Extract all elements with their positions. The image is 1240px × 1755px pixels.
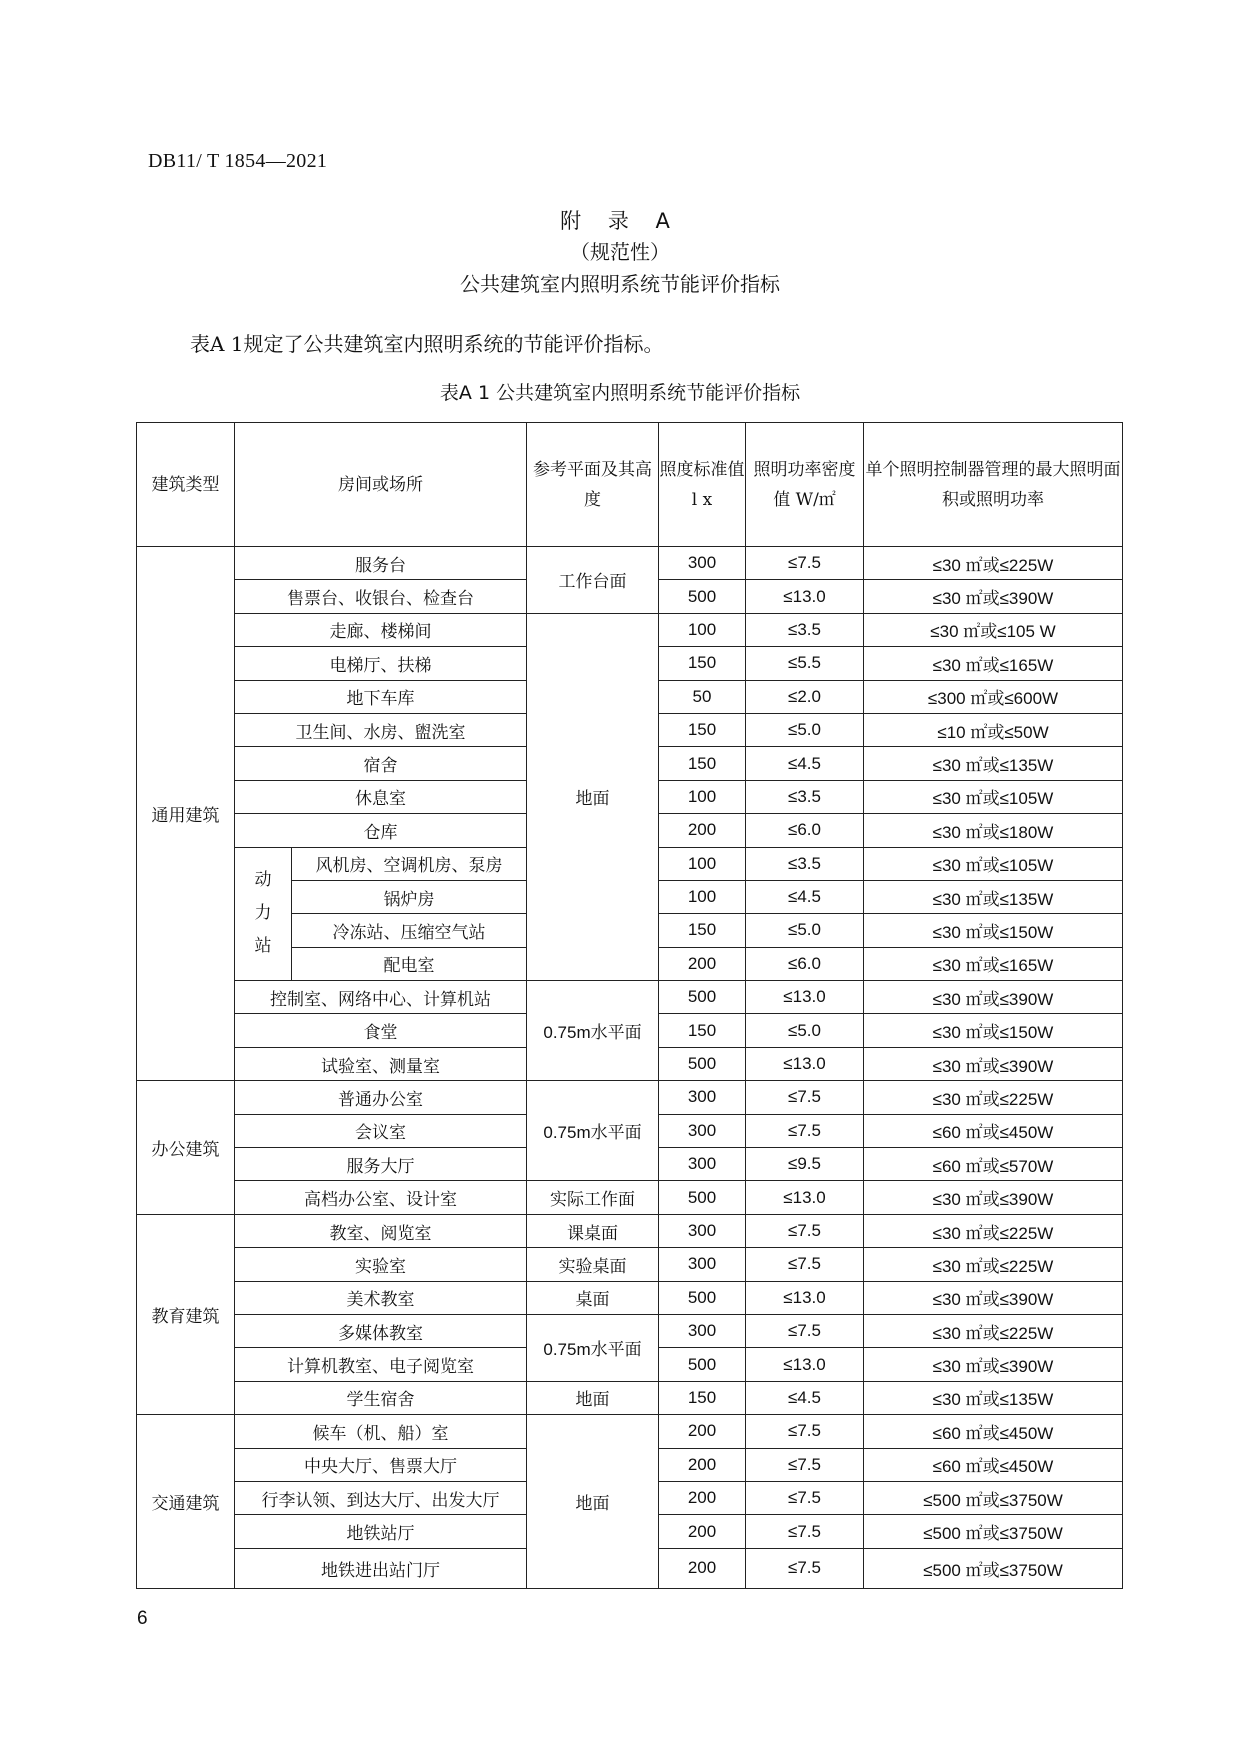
control-cell: ≤60 ㎡或≤450W <box>864 1114 1123 1147</box>
illuminance-cell: 100 <box>659 880 746 913</box>
room-cell: 仓库 <box>235 814 527 847</box>
control-cell: ≤30 ㎡或≤150W <box>864 1014 1123 1047</box>
plane-cell: 地面 <box>527 1381 659 1414</box>
intro-paragraph: 表A 1规定了公共建筑室内照明系统的节能评价指标。 <box>190 332 664 356</box>
power-density-cell: ≤5.0 <box>746 713 864 746</box>
power-density-cell: ≤7.5 <box>746 1248 864 1281</box>
standard-code: DB11/ T 1854—2021 <box>148 150 328 172</box>
power-density-cell: ≤9.5 <box>746 1148 864 1181</box>
power-density-cell: ≤3.5 <box>746 780 864 813</box>
room-cell: 电梯厅、扶梯 <box>235 647 527 680</box>
room-cell: 中央大厅、售票大厅 <box>235 1448 527 1481</box>
header-illuminance: 照度标准值 l x <box>659 423 746 547</box>
control-cell: ≤30 ㎡或≤180W <box>864 814 1123 847</box>
page-number: 6 <box>137 1608 148 1629</box>
room-cell: 候车（机、船）室 <box>235 1415 527 1448</box>
power-density-cell: ≤4.5 <box>746 1381 864 1414</box>
illuminance-cell: 100 <box>659 780 746 813</box>
plane-cell: 0.75m水平面 <box>527 1081 659 1181</box>
plane-cell: 0.75m水平面 <box>527 1314 659 1381</box>
power-density-cell: ≤7.5 <box>746 1214 864 1247</box>
power-density-cell: ≤7.5 <box>746 1548 864 1588</box>
appendix-subject: 公共建筑室内照明系统节能评价指标 <box>460 272 780 296</box>
illuminance-cell: 150 <box>659 713 746 746</box>
room-cell: 控制室、网络中心、计算机站 <box>235 981 527 1014</box>
power-density-cell: ≤7.5 <box>746 547 864 580</box>
table-caption: 表A 1 公共建筑室内照明系统节能评价指标 <box>439 382 801 404</box>
room-cell: 配电室 <box>292 947 527 980</box>
power-density-cell: ≤13.0 <box>746 580 864 613</box>
illuminance-cell: 500 <box>659 981 746 1014</box>
room-cell: 教室、阅览室 <box>235 1214 527 1247</box>
control-cell: ≤30 ㎡或≤390W <box>864 1181 1123 1214</box>
room-cell: 锅炉房 <box>292 880 527 913</box>
illuminance-cell: 500 <box>659 580 746 613</box>
room-cell: 会议室 <box>235 1114 527 1147</box>
illuminance-cell: 300 <box>659 1081 746 1114</box>
appendix-nature: （规范性） <box>570 240 670 264</box>
group-office: 办公建筑 <box>137 1081 235 1215</box>
room-cell: 风机房、空调机房、泵房 <box>292 847 527 880</box>
power-density-cell: ≤13.0 <box>746 981 864 1014</box>
control-cell: ≤30 ㎡或≤165W <box>864 647 1123 680</box>
room-cell: 服务大厅 <box>235 1148 527 1181</box>
power-density-cell: ≤5.0 <box>746 914 864 947</box>
illuminance-cell: 150 <box>659 1381 746 1414</box>
illuminance-cell: 300 <box>659 1214 746 1247</box>
control-cell: ≤30 ㎡或≤135W <box>864 880 1123 913</box>
control-cell: ≤30 ㎡或≤390W <box>864 981 1123 1014</box>
illuminance-cell: 100 <box>659 613 746 646</box>
illuminance-cell: 300 <box>659 1314 746 1347</box>
control-cell: ≤30 ㎡或≤225W <box>864 1214 1123 1247</box>
header-power-density: 照明功率密度值 W/㎡ <box>746 423 864 547</box>
group-traffic: 交通建筑 <box>137 1415 235 1589</box>
illuminance-cell: 500 <box>659 1348 746 1381</box>
room-cell: 计算机教室、电子阅览室 <box>235 1348 527 1381</box>
group-general: 通用建筑 <box>137 547 235 1081</box>
illuminance-cell: 300 <box>659 1148 746 1181</box>
table-row <box>137 981 1123 1014</box>
illuminance-cell: 200 <box>659 1481 746 1514</box>
plane-cell: 0.75m水平面 <box>527 981 659 1081</box>
power-density-cell: ≤3.5 <box>746 613 864 646</box>
control-cell: ≤30 ㎡或≤225W <box>864 1081 1123 1114</box>
appendix-title: 附 录 A <box>560 209 680 233</box>
room-cell: 走廊、楼梯间 <box>235 613 527 646</box>
control-cell: ≤30 ㎡或≤135W <box>864 1381 1123 1414</box>
power-station-label: 动 力 站 <box>235 847 292 981</box>
power-density-cell: ≤7.5 <box>746 1314 864 1347</box>
control-cell: ≤30 ㎡或≤390W <box>864 1047 1123 1080</box>
control-cell: ≤30 ㎡或≤150W <box>864 914 1123 947</box>
power-density-cell: ≤3.5 <box>746 847 864 880</box>
power-density-cell: ≤6.0 <box>746 947 864 980</box>
power-density-cell: ≤7.5 <box>746 1515 864 1548</box>
control-cell: ≤30 ㎡或≤105 W <box>864 613 1123 646</box>
illuminance-cell: 150 <box>659 1014 746 1047</box>
illuminance-cell: 200 <box>659 1515 746 1548</box>
control-cell: ≤60 ㎡或≤570W <box>864 1148 1123 1181</box>
power-density-cell: ≤13.0 <box>746 1181 864 1214</box>
room-cell: 多媒体教室 <box>235 1314 527 1347</box>
room-cell: 卫生间、水房、盥洗室 <box>235 713 527 746</box>
plane-cell: 课桌面 <box>527 1214 659 1247</box>
table-row <box>137 1081 1123 1114</box>
plane-cell: 地面 <box>527 1415 659 1589</box>
control-cell: ≤30 ㎡或≤390W <box>864 1348 1123 1381</box>
table-row <box>137 1415 1123 1448</box>
power-density-cell: ≤13.0 <box>746 1281 864 1314</box>
power-density-cell: ≤5.5 <box>746 647 864 680</box>
illuminance-cell: 300 <box>659 1114 746 1147</box>
control-cell: ≤60 ㎡或≤450W <box>864 1448 1123 1481</box>
plane-cell: 桌面 <box>527 1281 659 1314</box>
power-density-cell: ≤7.5 <box>746 1481 864 1514</box>
control-cell: ≤60 ㎡或≤450W <box>864 1415 1123 1448</box>
header-room: 房间或场所 <box>235 423 527 547</box>
table-row <box>137 1314 1123 1347</box>
room-cell: 美术教室 <box>235 1281 527 1314</box>
control-cell: ≤30 ㎡或≤225W <box>864 547 1123 580</box>
illuminance-cell: 200 <box>659 1448 746 1481</box>
control-cell: ≤500 ㎡或≤3750W <box>864 1481 1123 1514</box>
room-cell: 高档办公室、设计室 <box>235 1181 527 1214</box>
table-row <box>137 1248 1123 1281</box>
room-cell: 试验室、测量室 <box>235 1047 527 1080</box>
illuminance-cell: 50 <box>659 680 746 713</box>
table-row <box>137 1281 1123 1314</box>
illuminance-cell: 150 <box>659 914 746 947</box>
power-density-cell: ≤13.0 <box>746 1348 864 1381</box>
header-reference-plane: 参考平面及其高度 <box>527 423 659 547</box>
control-cell: ≤30 ㎡或≤135W <box>864 747 1123 780</box>
room-cell: 普通办公室 <box>235 1081 527 1114</box>
control-cell: ≤30 ㎡或≤390W <box>864 1281 1123 1314</box>
power-density-cell: ≤7.5 <box>746 1114 864 1147</box>
room-cell: 学生宿舍 <box>235 1381 527 1414</box>
power-density-cell: ≤4.5 <box>746 880 864 913</box>
power-density-cell: ≤7.5 <box>746 1448 864 1481</box>
power-density-cell: ≤6.0 <box>746 814 864 847</box>
room-cell: 售票台、收银台、检查台 <box>235 580 527 613</box>
illuminance-cell: 100 <box>659 847 746 880</box>
group-education: 教育建筑 <box>137 1214 235 1414</box>
room-cell: 食堂 <box>235 1014 527 1047</box>
room-cell: 行李认领、到达大厅、出发大厅 <box>235 1481 527 1514</box>
illuminance-cell: 200 <box>659 1548 746 1588</box>
power-density-cell: ≤13.0 <box>746 1047 864 1080</box>
room-cell: 地铁进出站门厅 <box>235 1548 527 1588</box>
plane-cell: 地面 <box>527 613 659 980</box>
plane-cell: 实际工作面 <box>527 1181 659 1214</box>
room-cell: 冷冻站、压缩空气站 <box>292 914 527 947</box>
table-header-row <box>137 423 1123 547</box>
control-cell: ≤30 ㎡或≤225W <box>864 1248 1123 1281</box>
table-row <box>137 1181 1123 1214</box>
illuminance-cell: 300 <box>659 547 746 580</box>
control-cell: ≤500 ㎡或≤3750W <box>864 1548 1123 1588</box>
control-cell: ≤30 ㎡或≤105W <box>864 847 1123 880</box>
illuminance-cell: 500 <box>659 1281 746 1314</box>
evaluation-table <box>136 422 1123 1589</box>
illuminance-cell: 500 <box>659 1181 746 1214</box>
table-row <box>137 1381 1123 1414</box>
room-cell: 服务台 <box>235 547 527 580</box>
table-row <box>137 547 1123 580</box>
room-cell: 地下车库 <box>235 680 527 713</box>
power-density-cell: ≤7.5 <box>746 1415 864 1448</box>
control-cell: ≤10 ㎡或≤50W <box>864 713 1123 746</box>
control-cell: ≤30 ㎡或≤105W <box>864 780 1123 813</box>
power-density-cell: ≤5.0 <box>746 1014 864 1047</box>
header-control-area: 单个照明控制器管理的最大照明面积或照明功率 <box>864 423 1123 547</box>
illuminance-cell: 150 <box>659 647 746 680</box>
table-row <box>137 613 1123 646</box>
room-cell: 地铁站厅 <box>235 1515 527 1548</box>
room-cell: 实验室 <box>235 1248 527 1281</box>
room-cell: 休息室 <box>235 780 527 813</box>
room-cell: 宿舍 <box>235 747 527 780</box>
plane-cell: 实验桌面 <box>527 1248 659 1281</box>
illuminance-cell: 150 <box>659 747 746 780</box>
plane-cell: 工作台面 <box>527 547 659 614</box>
illuminance-cell: 200 <box>659 1415 746 1448</box>
control-cell: ≤300 ㎡或≤600W <box>864 680 1123 713</box>
table-row <box>137 1214 1123 1247</box>
illuminance-cell: 300 <box>659 1248 746 1281</box>
header-building-type: 建筑类型 <box>137 423 235 547</box>
illuminance-cell: 500 <box>659 1047 746 1080</box>
control-cell: ≤30 ㎡或≤165W <box>864 947 1123 980</box>
power-density-cell: ≤2.0 <box>746 680 864 713</box>
control-cell: ≤30 ㎡或≤225W <box>864 1314 1123 1347</box>
power-density-cell: ≤4.5 <box>746 747 864 780</box>
power-density-cell: ≤7.5 <box>746 1081 864 1114</box>
illuminance-cell: 200 <box>659 814 746 847</box>
illuminance-cell: 200 <box>659 947 746 980</box>
control-cell: ≤30 ㎡或≤390W <box>864 580 1123 613</box>
control-cell: ≤500 ㎡或≤3750W <box>864 1515 1123 1548</box>
